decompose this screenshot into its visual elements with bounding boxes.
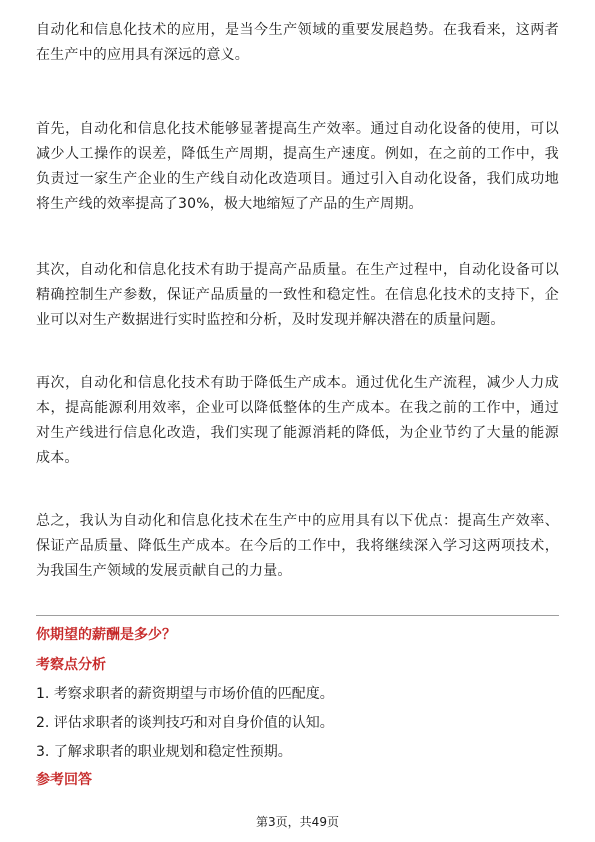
question-title: 你期望的薪酬是多少？ — [36, 627, 176, 643]
section-divider — [36, 615, 559, 616]
body-paragraph: 再次，自动化和信息化技术有助于降低生产成本。通过优化生产流程，减少人力成本，提高能源利用效率，企业可以降低整体的生产成本。在我之前的工作中，通过对生产线进行信息化改造，我们实现了能源消耗的降低，为企业节约了大量的能源成本。 — [36, 375, 559, 466]
list-item: 2. 评估求职者的谈判技巧和对自身价值的认知。 — [36, 715, 334, 731]
analysis-points-list — [36, 680, 559, 767]
list-item: 1. 考察求职者的薪资期望与市场价值的匹配度。 — [36, 686, 334, 702]
analysis-heading: 考察点分析 — [36, 657, 106, 673]
body-paragraph: 自动化和信息化技术的应用，是当今生产领域的重要发展趋势。在我看来，这两者在生产中的应用具有深远的意义。 — [36, 22, 559, 63]
list-item: 3. 了解求职者的职业规划和稳定性预期。 — [36, 744, 292, 760]
body-paragraph: 其次，自动化和信息化技术有助于提高产品质量。在生产过程中，自动化设备可以精确控制生产参数，保证产品质量的一致性和稳定性。在信息化技术的支持下，企业可以对生产数据进行实时监控和分析，及时发现并解决潜在的质量问题。 — [36, 262, 559, 328]
body-paragraph: 总之，我认为自动化和信息化技术在生产中的应用具有以下优点：提高生产效率、保证产品质量、降低生产成本。在今后的工作中，我将继续深入学习这两项技术，为我国生产领域的发展贡献自己的力量。 — [36, 513, 559, 579]
body-paragraph: 首先，自动化和信息化技术能够显著提高生产效率。通过自动化设备的使用，可以减少人工操作的误差，降低生产周期，提高生产速度。例如，在之前的工作中，我负责过一家生产企业的生产线自动化改造项目。通过引入自动化设备，我们成功地将生产线的效率提高了30%，极大地缩短了产品的生产周期。 — [36, 121, 559, 212]
reference-answer-heading: 参考回答 — [36, 772, 92, 788]
page-number: 第3页，共49页 — [256, 815, 339, 829]
